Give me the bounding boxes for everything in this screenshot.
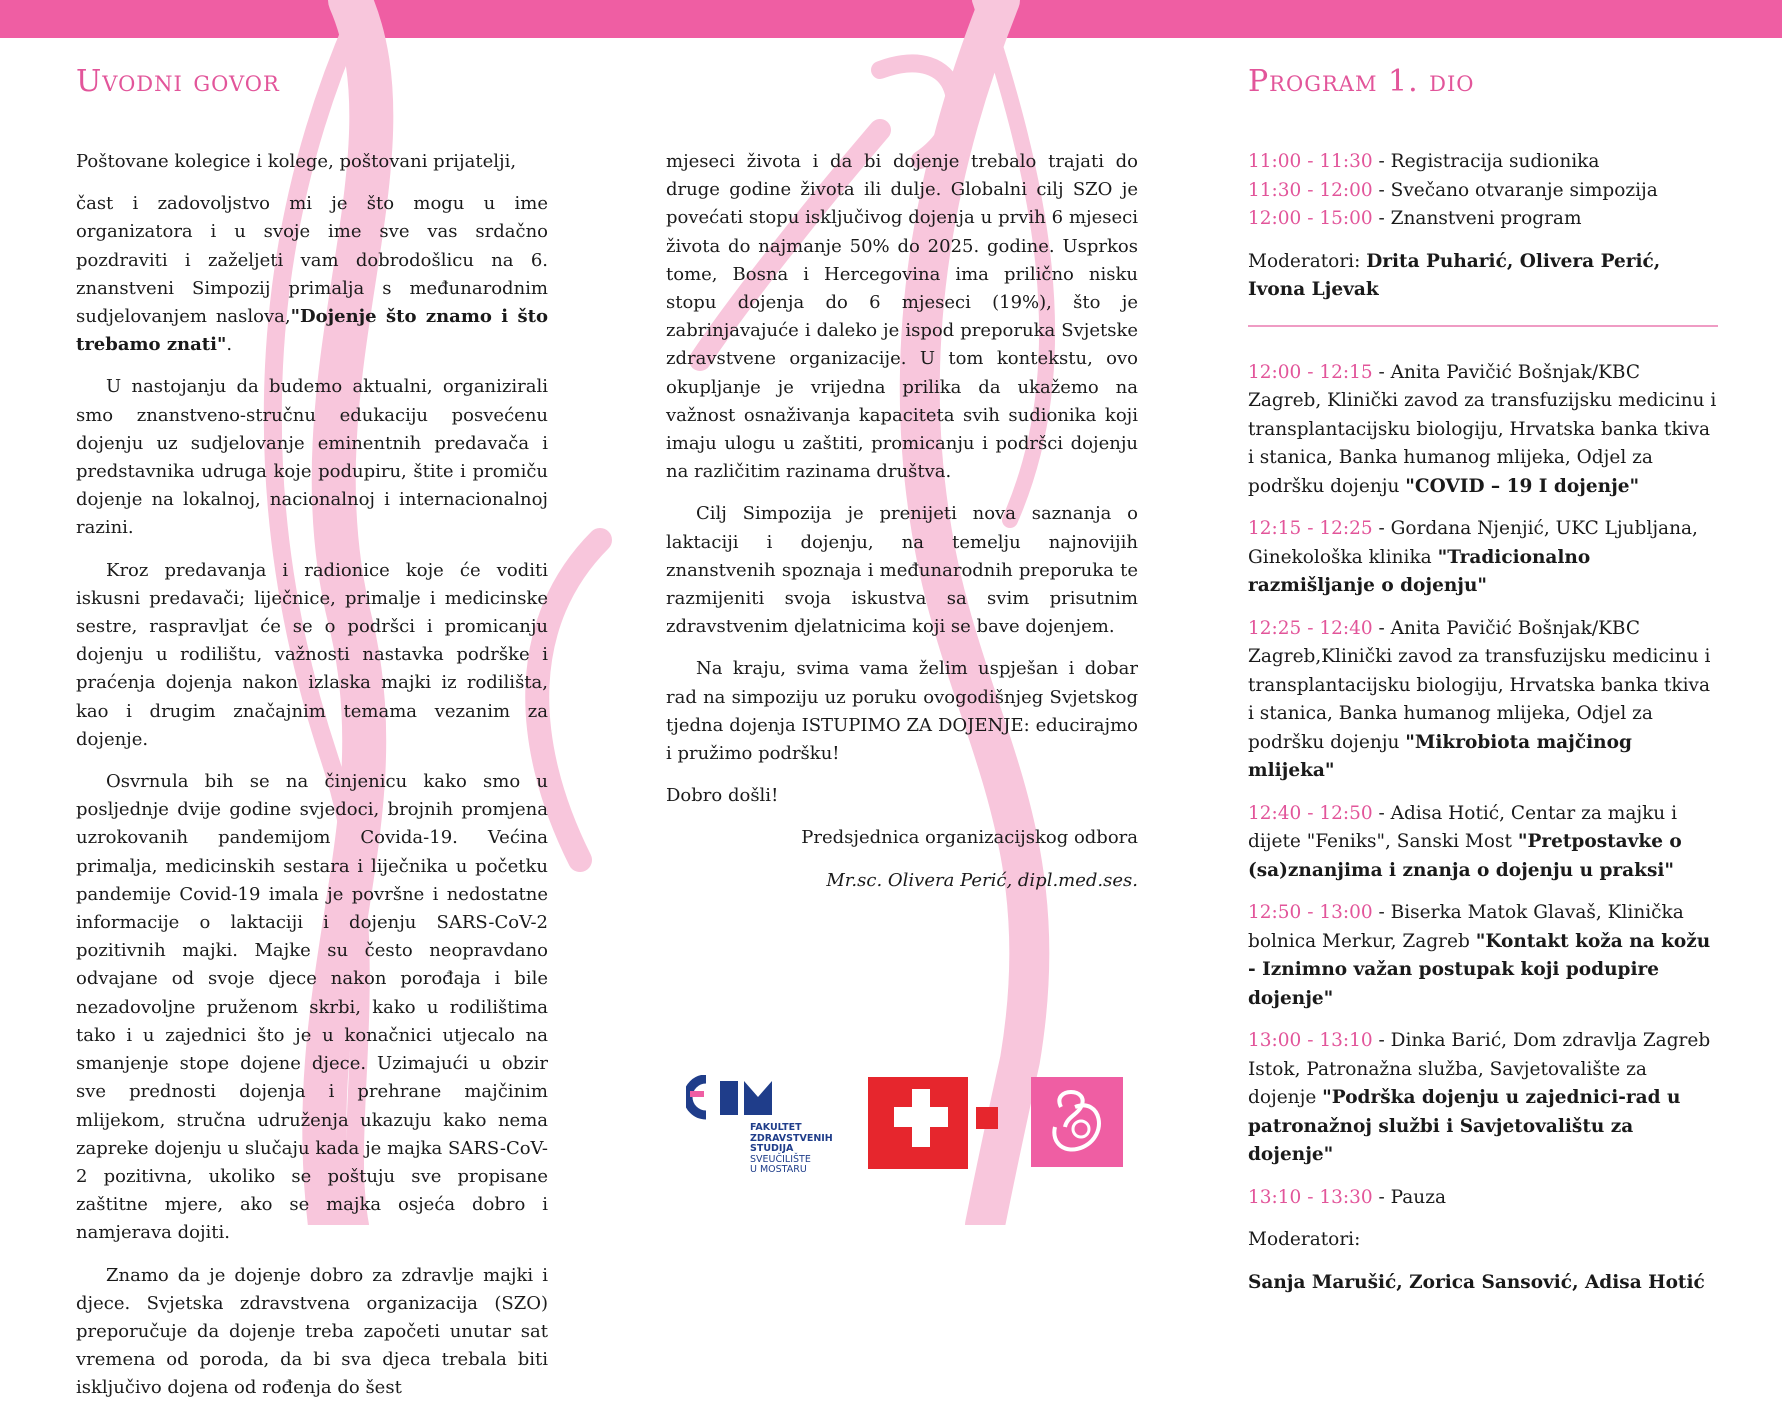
program-divider	[1248, 325, 1718, 327]
talk-time: 12:25 - 12:40	[1248, 617, 1373, 639]
fzs-logo	[686, 1075, 866, 1175]
schedule-time: 11:00 - 11:30	[1248, 151, 1373, 172]
schedule-item	[1248, 205, 1718, 234]
pause-item	[1248, 1184, 1718, 1213]
mother-child-icon	[1031, 1077, 1123, 1167]
intro-paragraph-1-text: čast i zadovoljstvo mi je što mogu u ime organizatora i u svoje ime sve vas srdačno pozdraviti i zaželjeti vam dobrodošlicu na 6. znanstveni Simpozij primalja s međunarodnim sudjelovanjem naslova,	[76, 193, 548, 328]
talk-item	[1248, 1027, 1718, 1170]
schedule-text: - Znanstveni program	[1372, 208, 1582, 229]
talk-time: 12:40 - 12:50	[1248, 802, 1373, 824]
fzs-line-2: ZDRAVSTVENIH	[750, 1132, 833, 1144]
talk-item	[1248, 800, 1718, 886]
intro-paragraph-4: Osvrnula bih se na činjenicu kako smo u posljednje dvije godine svjedoci, brojnih promjena uzrokovanih pandemijom Covida-19. Većina primalja, medicinskih sestara i liječnika u početku pandemije Covid-19 imala je površne i nedostatne informacije o laktaciji i dojenju SARS-CoV-2 pozitivnih majki. Majke su često neopravdano odvajane od svoje djece nakon porođaja i bile nezadovoljne pruženom skrbi, kako u rodilištima tako i u zajednici što je u konačnici utjecalo na smanjenje stope dojene djece. Uzimajući u obzir sve prednosti dojenja i prehrane majčinim mlijekom, stručna udruženja ukazuju kako nema zapreke dojenju u slučaju kada je majka SARS-CoV-2 pozitivna, ukoliko se poštuju sve propisane zaštitne mjere, ako se majka osjeća dobro i namjerava dojiti.	[76, 771, 548, 1244]
talk-item	[1248, 359, 1718, 502]
fzs-line-5: U MOSTARU	[750, 1164, 807, 1175]
welcome-text: Dobro došli!	[666, 785, 779, 807]
talk-title: "Tradicionalno razmišljanje o dojenju"	[1248, 546, 1591, 596]
talk-speaker: - Anita Pavičić Bošnjak/KBC Zagreb,Klinički zavod za transfuzijsku medicinu i transplantacijsku biologiju, Hrvatska banka tkiva i stanica, Banka humanog mlijeka, Odjel za podršku dojenju	[1248, 617, 1711, 753]
moderators-label: Moderatori:	[1248, 250, 1367, 272]
talk-speaker: - Anita Pavičić Bošnjak/KBC Zagreb, Klinički zavod za transfuzijsku medicinu i transplantacijsku biologiju, Hrvatska banka tkiva i stanica, Banka humanog mlijeka, Odjel za podršku dojenju	[1248, 361, 1717, 497]
fzs-line-1: FAKULTET	[750, 1122, 802, 1133]
intro-paragraph-3: Kroz predavanja i radionice koje će voditi iskusni predavači; liječnice, primalje i medicinske sestre, raspravljat će se o podršci i promicanju dojenju u rodilištu, važnosti nastavka podrške i praćenja dojenja nakon izlaska majki iz rodilišta, kao i drugim značajnim temama vezanim za dojenje.	[76, 559, 548, 750]
pause-text: - Pauza	[1372, 1186, 1446, 1208]
middle-paragraph-2: Cilj Simpozija je prenijeti nova saznanja o laktaciji i dojenju, na temelju najnovijih znanstvenih spoznaja i međunarodnih preporuka te razmijeniti svoja iskustva sa svim prisutnim zdravstvenim djelatnicima koji se bave dojenjem.	[666, 503, 1138, 638]
red-cross-logo-icon	[868, 1077, 1008, 1169]
schedule-item	[1248, 148, 1718, 177]
talk-item	[1248, 515, 1718, 601]
moderators-1	[1248, 248, 1718, 305]
middle-paragraph-1: mjeseci života i da bi dojenje trebalo trajati do druge godine života ili dulje. Globalni cilj SZO je povećati stopu isključivog dojenja u prvih 6 mjeseci života do najmanje 50% do 2025. godine. Usprkos tome, Bosna i Hercegovina ima prilično nisku stopu dojenja do 6 mjeseci (19%), što je zabrinjavajuće i daleko je ispod preporuka Svjetske zdravstvene organizacije. U tom kontekstu, ovo okupljanje je vrijedna prilika da ukažemo na važnost osnaživanja kapaciteta svih sudionika koji imaju ulogu u zaštiti, promicanju i podršci dojenju na različitim razinama društva.	[666, 151, 1138, 483]
talk-title: "Kontakt koža na kožu - Iznimno važan postupak koji podupire dojenje"	[1248, 930, 1711, 1009]
right-heading: Program 1. dio	[1248, 64, 1475, 99]
moderators-names: Drita Puharić, Olivera Perić, Ivona Ljevak	[1248, 250, 1661, 300]
middle-paragraph-3: Na kraju, svima vama želim uspješan i dobar rad na simpoziju uz poruku ovogodišnjeg Svjetskog tjedna dojenja ISTUPIMO ZA DOJENJE: educirajmo i pružimo podršku!	[666, 658, 1138, 765]
moderators-2-names-text: Sanja Marušić, Zorica Sansović, Adisa Hotić	[1248, 1271, 1705, 1293]
talk-title: "COVID – 19 I dojenje"	[1405, 475, 1640, 497]
fzs-logo-text	[750, 1123, 870, 1176]
talk-item	[1248, 899, 1718, 1013]
symposium-title: "Dojenje što znamo i što trebamo znati"	[76, 306, 548, 356]
greeting: Poštovane kolegice i kolege, poštovani prijatelji,	[76, 151, 517, 172]
intro-paragraph-1	[76, 190, 548, 359]
intro-paragraph-1-end: .	[226, 334, 233, 356]
intro-column-middle	[666, 148, 1138, 909]
left-heading: Uvodni govor	[76, 64, 280, 99]
talk-speaker: - Gordana Njenjić, UKC Ljubljana, Ginekološka klinika	[1248, 518, 1698, 568]
schedule-item	[1248, 177, 1718, 206]
talk-speaker: - Dinka Barić, Dom zdravlja Zagreb Istok, Patronažna služba, Savjetovalište za dojenje	[1248, 1030, 1711, 1108]
pause-time: 13:10 - 13:30	[1248, 1186, 1373, 1208]
intro-paragraph-5: Znamo da je dojenje dobro za zdravlje majki i djece. Svjetska zdravstvena organizacija (SZO) preporučuje da dojenje treba započeti unutar sat vremena od poroda, da bi sva djeca trebala biti isključivo dojena od rođenja do šest	[76, 1264, 548, 1399]
moderators-2-names	[1248, 1269, 1718, 1298]
intro-paragraph-2: U nastojanju da budemo aktualni, organizirali smo znanstveno-stručnu edukaciju posvećenu dojenju uz sudjelovanje eminentnih predavača i predstavnika udruga koje podupiru, štite i promiču dojenje na lokalnoj, nacionalnoj i internacionalnoj razini.	[76, 376, 548, 539]
schedule-time: 11:30 - 12:00	[1248, 179, 1373, 201]
program-column	[1248, 148, 1718, 1311]
talk-time: 12:15 - 12:25	[1248, 518, 1373, 539]
fzs-line-4: SVEUČILIŠTE	[750, 1153, 811, 1165]
breastfeeding-association-logo	[1031, 1077, 1123, 1167]
schedule-text: - Registracija sudionika	[1372, 151, 1600, 172]
talk-time: 13:00 - 13:10	[1248, 1030, 1373, 1051]
moderators-2-label: Moderatori:	[1248, 1229, 1361, 1250]
talk-speaker: - Biserka Matok Glavaš, Klinička bolnica Merkur, Zagreb	[1248, 902, 1684, 952]
talk-item	[1248, 615, 1718, 786]
schedule-text: - Svečano otvaranje simpozija	[1372, 179, 1658, 201]
talk-title: "Podrška dojenju u zajednici-rad u patronažnoj službi i Savjetovalištu za dojenje"	[1248, 1087, 1681, 1165]
intro-column-left	[76, 148, 548, 1417]
sum-logo-icon	[686, 1075, 786, 1121]
signature-role: Predsjednica organizacijskog odbora	[801, 827, 1138, 849]
schedule-time: 12:00 - 15:00	[1248, 208, 1373, 229]
fzs-line-3: STUDIJA	[750, 1143, 794, 1154]
talk-time: 12:50 - 13:00	[1248, 902, 1373, 923]
signature-name: Mr.sc. Olivera Perić, dipl.med.ses.	[826, 869, 1138, 891]
talk-title: "Pretpostavke o (sa)znanjima i znanja o dojenju u praksi"	[1248, 831, 1682, 881]
talk-time: 12:00 - 12:15	[1248, 361, 1373, 383]
talk-speaker: - Adisa Hotić, Centar za majku i dijete "Feniks", Sanski Most	[1248, 802, 1678, 852]
talk-title: "Mikrobiota majčinog mlijeka"	[1248, 731, 1632, 781]
logo-strip	[686, 1075, 1126, 1175]
